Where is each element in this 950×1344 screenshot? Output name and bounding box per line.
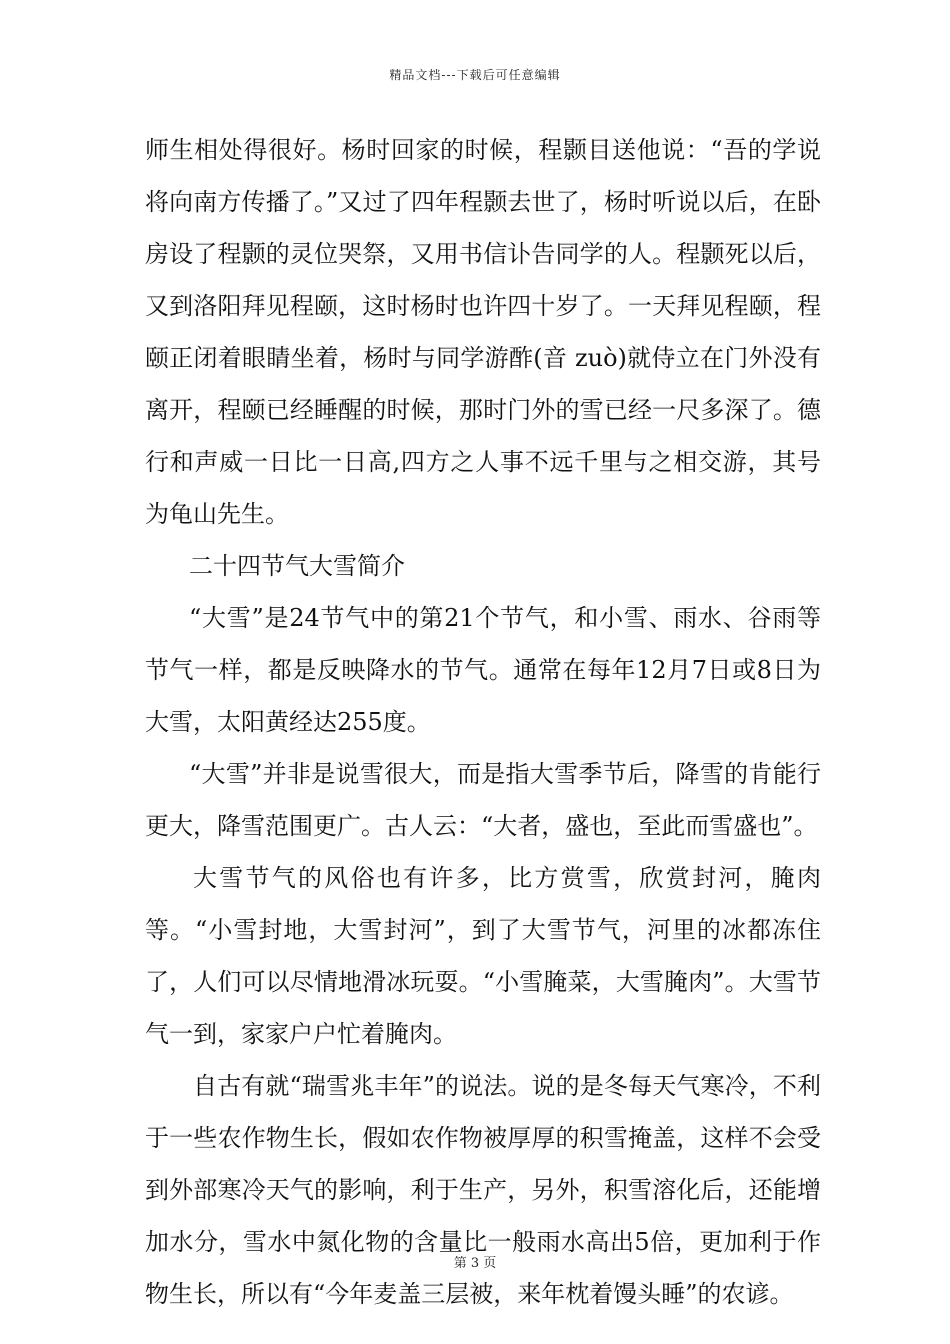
page-header: 精品文档---下载后可任意编辑 [389, 68, 561, 82]
document-body [145, 124, 821, 1320]
paragraph-yang-shi-story: 师生相处得很好。杨时回家的时候，程颢目送他说：“吾的学说将向南方传播了。”又过了四年程颢去世了，杨时听说以后，在卧房设了程颢的灵位哭祭，又用书信讣告同学的人。程颢死以后，又到洛阳拜见程颐，这时杨时也许四十岁了。一天拜见程颐，程颐正闭着眼睛坐着，杨时与同学游酢(音 zuò)就侍立在门外没有离开，程颐已经睡醒的时候，那时门外的雪已经一尺多深了。德行和声威一日比一日高,四方之人事不远千里与之相交游，其号为龟山先生。 [145, 136, 821, 528]
paragraph-daxue-meaning: “大雪”并非是说雪很大，而是指大雪季节后，降雪的肯能行更大，降雪范围更广。古人云：“大者，盛也，至此而雪盛也”。 [145, 760, 821, 840]
section-heading-daxue-intro: 二十四节气大雪简介 [189, 552, 405, 580]
paragraph-ruixue-saying: 自古有就“瑞雪兆丰年”的说法。说的是冬每天气寒冷，不利于一些农作物生长，假如农作物被厚厚的积雪掩盖，这样不会受到外部寒冷天气的影响，利于生产，另外，积雪溶化后，还能增加水分，雪水中氮化物的含量比一般雨水高出5倍，更加利于作物生长，所以有“今年麦盖三层被，来年枕着馒头睡”的农谚。 [145, 1072, 821, 1308]
paragraph-daxue-definition: “大雪”是24节气中的第21个节气，和小雪、雨水、谷雨等节气一样，都是反映降水的节气。通常在每年12月7日或8日为大雪，太阳黄经达255度。 [145, 604, 821, 736]
page-number: 第 3 页 [453, 1256, 497, 1271]
paragraph-daxue-customs: 大雪节气的风俗也有许多，比方赏雪，欣赏封河，腌肉等。“小雪封地，大雪封河”，到了大雪节气，河里的冰都冻住了，人们可以尽情地滑冰玩耍。“小雪腌菜，大雪腌肉”。大雪节气一到，家家户户忙着腌肉。 [145, 864, 821, 1048]
